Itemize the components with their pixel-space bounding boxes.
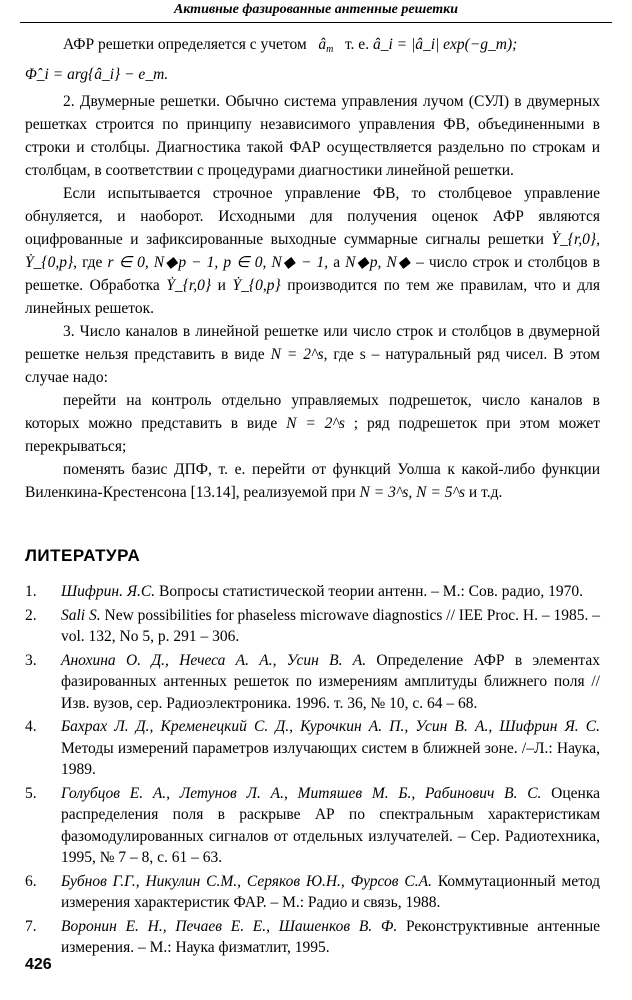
reference-item bbox=[25, 650, 600, 715]
reference-number: 5. bbox=[25, 784, 37, 802]
y-r0-formula: Ẏ_{r,0} bbox=[166, 277, 212, 294]
reference-authors: Sali S. bbox=[61, 606, 101, 624]
formula-n-2s: N = 2^s bbox=[270, 346, 324, 363]
afr-formula-2: Φ̂_i = arg{â_i} − e_m. bbox=[25, 66, 169, 83]
reference-text: Коммутационный метод измерения характеристик ФАР. – М.: Радио и связь, 1988. bbox=[61, 872, 601, 911]
formula-n-2s-b: N = 2^s bbox=[286, 415, 345, 432]
paragraph-2d-arrays: 2. Двумерные решетки. Обычно система управления лучом (СУЛ) в двумерных решетках строится по принципу независимого управления ФВ, объединенными в строки и столбцы. Диагностика такой ФАР осуществляется раздельно по строкам и столбцам, в соответствии с процедурами диагностики линейной решетки. bbox=[25, 93, 600, 179]
paragraph-3: 3. Число каналов в линейной решетке или число строк и столбцов в двумерной решетке нельзя представить в виде N = 2^s, где s – натуральный ряд чисел. В этом случае надо: bbox=[25, 323, 600, 386]
section-title: ЛИТЕРАТУРА bbox=[25, 546, 141, 565]
range-r-formula: r ∈ 0, N◆p − 1, bbox=[107, 254, 219, 271]
counts-formula: N◆p, N◆ bbox=[345, 254, 412, 271]
reference-authors: Шифрин. Я.С. bbox=[61, 583, 156, 600]
reference-authors: Воронин Е. Н., Печаев Е. Е., Шашенков В. Ф. bbox=[61, 917, 398, 935]
formula-n-3s-5s: N = 3^s, N = 5^s bbox=[359, 484, 466, 501]
reference-text: Методы измерений параметров излучающих систем в ближней зоне. /–Л.: Наука, 1989. bbox=[61, 739, 600, 778]
reference-item bbox=[25, 716, 600, 781]
reference-list bbox=[25, 581, 600, 959]
reference-authors: Бубнов Г.Г., Никулин С.М., Серяков Ю.Н., Фурсов С.А. bbox=[61, 872, 432, 890]
reference-item bbox=[25, 605, 600, 648]
y-0p-formula: Ẏ_{0,p} bbox=[232, 277, 281, 294]
running-header bbox=[20, 0, 612, 23]
reference-number: 4. bbox=[25, 718, 37, 735]
reference-number: 6. bbox=[25, 872, 37, 890]
paragraph-subarrays: перейти на контроль отдельно управляемых подрешеток, число каналов в которых можно представить в виде N = 2^s ; ряд подрешеток при этом может перекрываться; bbox=[25, 392, 601, 455]
afr-te: т. е. bbox=[344, 36, 370, 53]
reference-number: 7. bbox=[25, 917, 37, 935]
reference-text: Вопросы статистической теории антенн. – М.: Сов. радио, 1970. bbox=[159, 583, 583, 600]
afr-formula-1: â_i = |â_i| exp(−g_m); bbox=[372, 36, 518, 53]
reference-item bbox=[25, 871, 600, 914]
reference-text: Оценка распределения поля в раскрыве АР по спектральным характеристикам фазомодулированных сигналов от отдельных излучателей. – Сер. Радиотехника, 1995, № 7 – 8, с. 61 – 63. bbox=[61, 784, 601, 866]
afr-var-a: $â_m$ bbox=[318, 36, 334, 55]
paragraph-afr bbox=[25, 33, 600, 61]
reference-item bbox=[25, 783, 600, 869]
reference-number: 1. bbox=[25, 583, 37, 600]
reference-text: Реконструктивные антенные измерения. – М.: Наука физматлит, 1995. bbox=[61, 917, 600, 956]
page-content bbox=[25, 33, 600, 961]
reference-number: 3. bbox=[25, 651, 37, 669]
range-p-formula: p ∈ 0, N◆ − 1, bbox=[223, 254, 329, 271]
page-number: 426 bbox=[25, 956, 52, 973]
reference-number: 2. bbox=[25, 606, 37, 624]
reference-authors: Анохина О. Д., Нечеса А. А., Усин В. А. bbox=[61, 651, 367, 669]
afr-text: АФР решетки определяется с учетом bbox=[63, 36, 307, 53]
running-header-title: Активные фазированные антенные решетки bbox=[173, 2, 459, 17]
reference-authors: Бахрах Л. Д., Кременецкий С. Д., Курочкин А. П., Усин В. А., Шифрин Я. С. bbox=[61, 718, 600, 735]
reference-item bbox=[25, 581, 600, 603]
formula-line-phase bbox=[25, 63, 600, 86]
paragraph-row-control: Если испытывается строчное управление ФВ, то столбцевое управление обнуляется, и наоборот. Исходными для получения оценок АФР являются оцифрованные и зафиксированные выходные суммарные сигналы решетки Ẏ_{r,0}, Ẏ_{0,p}, где r ∈ 0, N◆p − 1, p ∈ 0, N◆ − 1, а N◆p, N◆ – число строк и столбцов в решетке. Обработка Ẏ_{r,0} и Ẏ_{0,p} производится по тем же правилам, что и для линейных решеток. bbox=[25, 185, 601, 317]
reference-item bbox=[25, 916, 600, 959]
reference-authors: Голубцов Е. А., Летунов Л. А., Митяшев М. Б., Рабинович В. С. bbox=[61, 784, 542, 802]
paragraph-basis: поменять базис ДПФ, т. е. перейти от функций Уолша к какой-либо функции Виленкина-Крестенсона [13.14], реализуемой при N = 3^s, N = 5^s и т.д. bbox=[25, 461, 600, 501]
signals-formula: Ẏ_{r,0}, Ẏ_{0,p} bbox=[25, 231, 601, 271]
reference-text: New possibilities for phaseless microwave diagnostics // IEE Proc. H. – 1985. – vol. 132, No 5, p. 291 – 306. bbox=[61, 606, 600, 645]
reference-text: Определение АФР в элементах фазированных антенных решеток по измерениям амплитуды ближнего поля // Изв. вузов, сер. Радиоэлектроника. 1996. т. 36, № 10, с. 64 – 68. bbox=[61, 651, 601, 712]
